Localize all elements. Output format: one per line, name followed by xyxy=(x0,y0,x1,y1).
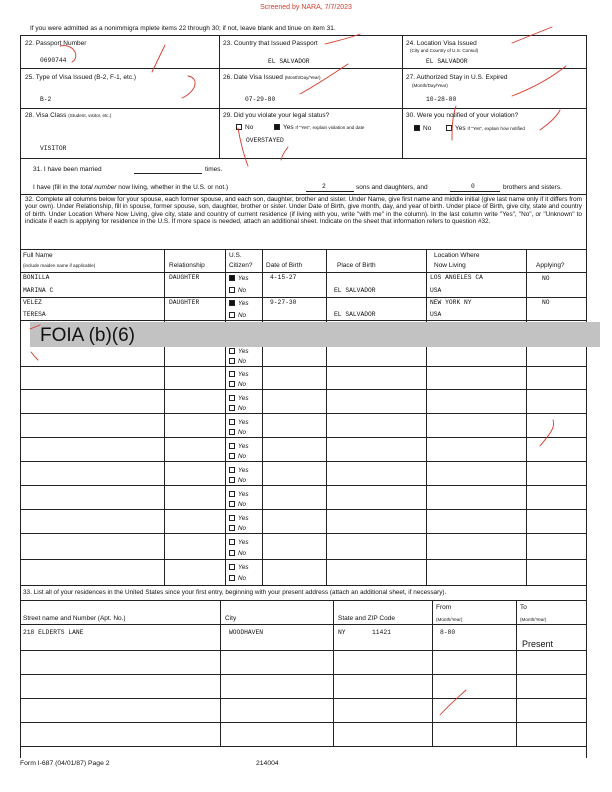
residence-street[interactable]: 218 ELDERTS LANE xyxy=(23,629,84,636)
row1-pob[interactable]: EL SALVADOR xyxy=(334,287,376,294)
authorized-stay-label: 27. Authorized Stay in U.S. Expired xyxy=(406,74,508,81)
pen-mark xyxy=(60,46,76,62)
notified-violation-label: 30. Were you notified of your violation? xyxy=(406,112,519,119)
row2-citizen-yes[interactable]: Yes xyxy=(229,300,249,307)
row-no[interactable]: No xyxy=(229,525,246,532)
notified-yes-option[interactable]: Yes If "Yes", explain how notified xyxy=(446,125,525,132)
pen-mark xyxy=(325,34,360,44)
row-yes[interactable]: Yes xyxy=(229,539,249,546)
q31-times-label: times. xyxy=(205,166,223,173)
q33-header-street: Street name and Number (Apt. No.) xyxy=(23,615,126,622)
q33-header-from: From xyxy=(436,604,452,611)
visa-location-label: 24. Location Visa Issued xyxy=(406,40,477,47)
q31-married-label: 31. I have been married xyxy=(33,166,102,173)
pen-mark xyxy=(452,106,456,140)
q33-header-from-sub: (Month/Year) xyxy=(436,617,463,622)
redaction-label: FOIA (b)(6) xyxy=(40,325,136,346)
date-visa-issued-value[interactable]: 07-29-80 xyxy=(245,96,276,103)
visa-class-label: 28. Visa Class (Student, visitor, etc.) xyxy=(25,112,112,119)
q33-header-city: City xyxy=(225,615,237,622)
row-yes[interactable]: Yes xyxy=(229,395,249,402)
header-location-2: Now Living xyxy=(434,262,466,269)
pen-mark xyxy=(540,420,554,446)
header-full-name-sub: (include maiden name if applicable) xyxy=(23,263,96,268)
row-no[interactable]: No xyxy=(229,477,246,484)
header-pob: Place of Birth xyxy=(337,262,376,269)
row2-name-line1[interactable]: VELEZ xyxy=(23,299,42,306)
row1-dob[interactable]: 4-15-27 xyxy=(270,274,297,281)
pen-mark xyxy=(512,27,552,43)
row2-pob[interactable]: EL SALVADOR xyxy=(334,311,376,318)
violate-yes-option[interactable]: Yes If "Yes", explain violation and date xyxy=(274,124,364,131)
authorized-stay-sublabel: (Month/Day/Year) xyxy=(412,83,448,88)
row-no[interactable]: No xyxy=(229,381,246,388)
row1-location-line2[interactable]: USA xyxy=(430,287,442,294)
row-yes[interactable]: Yes xyxy=(229,491,249,498)
row-no[interactable]: No xyxy=(229,575,246,582)
brothers-sisters-count[interactable]: 0 xyxy=(471,183,475,190)
notified-no-option[interactable]: No xyxy=(414,125,431,132)
date-visa-issued-label: 26. Date Visa Issued (Month/Day/Year) xyxy=(223,74,321,81)
header-applying: Applying? xyxy=(536,262,565,269)
header-relationship: Relationship xyxy=(169,262,205,269)
pen-mark xyxy=(31,352,38,360)
pen-mark xyxy=(440,690,466,715)
row-no[interactable]: No xyxy=(229,405,246,412)
row-yes[interactable]: Yes xyxy=(229,348,249,355)
screening-stamp: Screened by NARA, 7/7/2023 xyxy=(260,4,352,11)
q31-sons-label: sons and daughters, and xyxy=(356,184,428,191)
sons-daughters-count[interactable]: 2 xyxy=(322,183,326,190)
violate-no-option[interactable]: No xyxy=(236,124,253,131)
row2-location-line1[interactable]: NEW YORK NY xyxy=(430,299,472,306)
row-yes[interactable]: Yes xyxy=(229,467,249,474)
row-no[interactable]: No xyxy=(229,501,246,508)
row1-location-line1[interactable]: LOS ANGELES CA xyxy=(430,274,483,281)
residence-city[interactable]: WOODHAVEN xyxy=(229,629,264,636)
pen-mark xyxy=(300,64,348,94)
q31-children-line: I have (fill in the total number now living, whether in the U.S. or not.) xyxy=(33,184,229,191)
row-yes[interactable]: Yes xyxy=(229,419,249,426)
row1-applying[interactable]: NO xyxy=(542,275,550,282)
row-no[interactable]: No xyxy=(229,550,246,557)
row-no[interactable]: No xyxy=(229,358,246,365)
form-identifier: Form I-687 (04/01/87) Page 2 xyxy=(20,760,110,767)
residence-to[interactable]: Present xyxy=(522,639,554,649)
violation-explanation[interactable]: OVERSTAYED xyxy=(246,137,284,144)
header-location-1: Location Where xyxy=(434,252,480,259)
pen-mark xyxy=(238,128,248,166)
row2-citizen-no[interactable]: No xyxy=(229,312,246,319)
header-dob: Date of Birth xyxy=(266,262,303,269)
q32-instructions: 32. Complete all columns below for your spouse, each former spouse, and each son, daughter, brother and sister. Under Name, give first name and middle initial (give last name only if it differs from your own). Under Relationship, fill in spouse, former spouse, son, daughter, brother or sister. Under Date of Birth, give month, day, and year of birth. Under place of Birth, give city, state and country of birth. Under Location Where Now Living, give city, state and country of current residence (if living with you, write "with me" in the column). In the last column write "Yes", "No", or "Unknown" to indicate if each is applying for residence in the U.S. If more space is needed, attach an additional sheet. Indicate on the sheet that information refers to question #32. xyxy=(25,196,582,225)
residence-zip[interactable]: 11421 xyxy=(372,629,391,636)
pen-mark xyxy=(512,66,566,96)
header-citizen-1: U.S. xyxy=(229,252,242,259)
authorized-stay-value[interactable]: 10-28-80 xyxy=(426,96,457,103)
q33-header-to: To xyxy=(520,604,527,611)
nonimmigrant-instruction: If you were admitted as a nonimmigra mplete items 22 through 30; if not, leave blank and tinue on item 31. xyxy=(30,25,336,32)
q33-instructions: 33. List all of your residences in the United States since your first entry, beginning with your present address (attach an additional sheet, if necessary). xyxy=(23,589,447,596)
residence-state[interactable]: NY xyxy=(338,629,346,636)
header-full-name: Full Name xyxy=(23,252,53,259)
row1-name-line2[interactable]: MARINA C xyxy=(23,287,54,294)
row2-name-line2[interactable]: TERESA xyxy=(23,311,46,318)
pen-mark xyxy=(152,45,165,72)
violate-status-label: 29. Did you violate your legal status? xyxy=(223,112,330,119)
form-number: 214004 xyxy=(256,760,279,767)
row1-relationship[interactable]: DAUGHTER xyxy=(169,274,200,281)
q31-brothers-label: brothers and sisters. xyxy=(503,184,562,191)
row-yes[interactable]: Yes xyxy=(229,564,249,571)
row2-applying[interactable]: NO xyxy=(542,299,550,306)
row-no[interactable]: No xyxy=(229,453,246,460)
pen-mark xyxy=(540,110,560,130)
passport-country-label: 23. Country that Issued Passport xyxy=(223,40,318,47)
visa-type-value[interactable]: B-2 xyxy=(40,96,52,103)
q33-header-to-sub: (Month/Year) xyxy=(520,617,547,622)
row2-location-line2[interactable]: USA xyxy=(430,311,442,318)
visa-location-value[interactable]: EL SALVADOR xyxy=(426,58,468,65)
row1-citizen-no[interactable]: No xyxy=(229,287,246,294)
row-yes[interactable]: Yes xyxy=(229,443,249,450)
passport-number-label: 22. Passport Number xyxy=(25,40,87,47)
passport-number-value[interactable]: 0690744 xyxy=(40,57,67,64)
row-yes[interactable]: Yes xyxy=(229,515,249,522)
residence-from[interactable]: 8-80 xyxy=(440,629,456,636)
row1-citizen-yes[interactable]: Yes xyxy=(229,275,249,282)
q33-header-state-zip: State and ZIP Code xyxy=(338,615,395,622)
pen-mark xyxy=(281,147,288,160)
visa-location-sublabel: (City and Country of U.S. Consul) xyxy=(410,48,479,53)
row2-relationship[interactable]: DAUGHTER xyxy=(169,299,200,306)
passport-country-value[interactable]: EL SALVADOR xyxy=(268,58,310,65)
visa-type-label: 25. Type of Visa Issued (B-2, F-1, etc.) xyxy=(25,74,137,81)
row1-name-line1[interactable]: BONILLA xyxy=(23,274,50,281)
pen-mark xyxy=(30,325,40,329)
visa-class-value[interactable]: VISITOR xyxy=(40,145,67,152)
row-no[interactable]: No xyxy=(229,429,246,436)
row2-dob[interactable]: 9-27-30 xyxy=(270,299,297,306)
row-yes[interactable]: Yes xyxy=(229,371,249,378)
header-citizen-2: Citizen? xyxy=(229,262,253,269)
pen-mark xyxy=(182,76,195,98)
